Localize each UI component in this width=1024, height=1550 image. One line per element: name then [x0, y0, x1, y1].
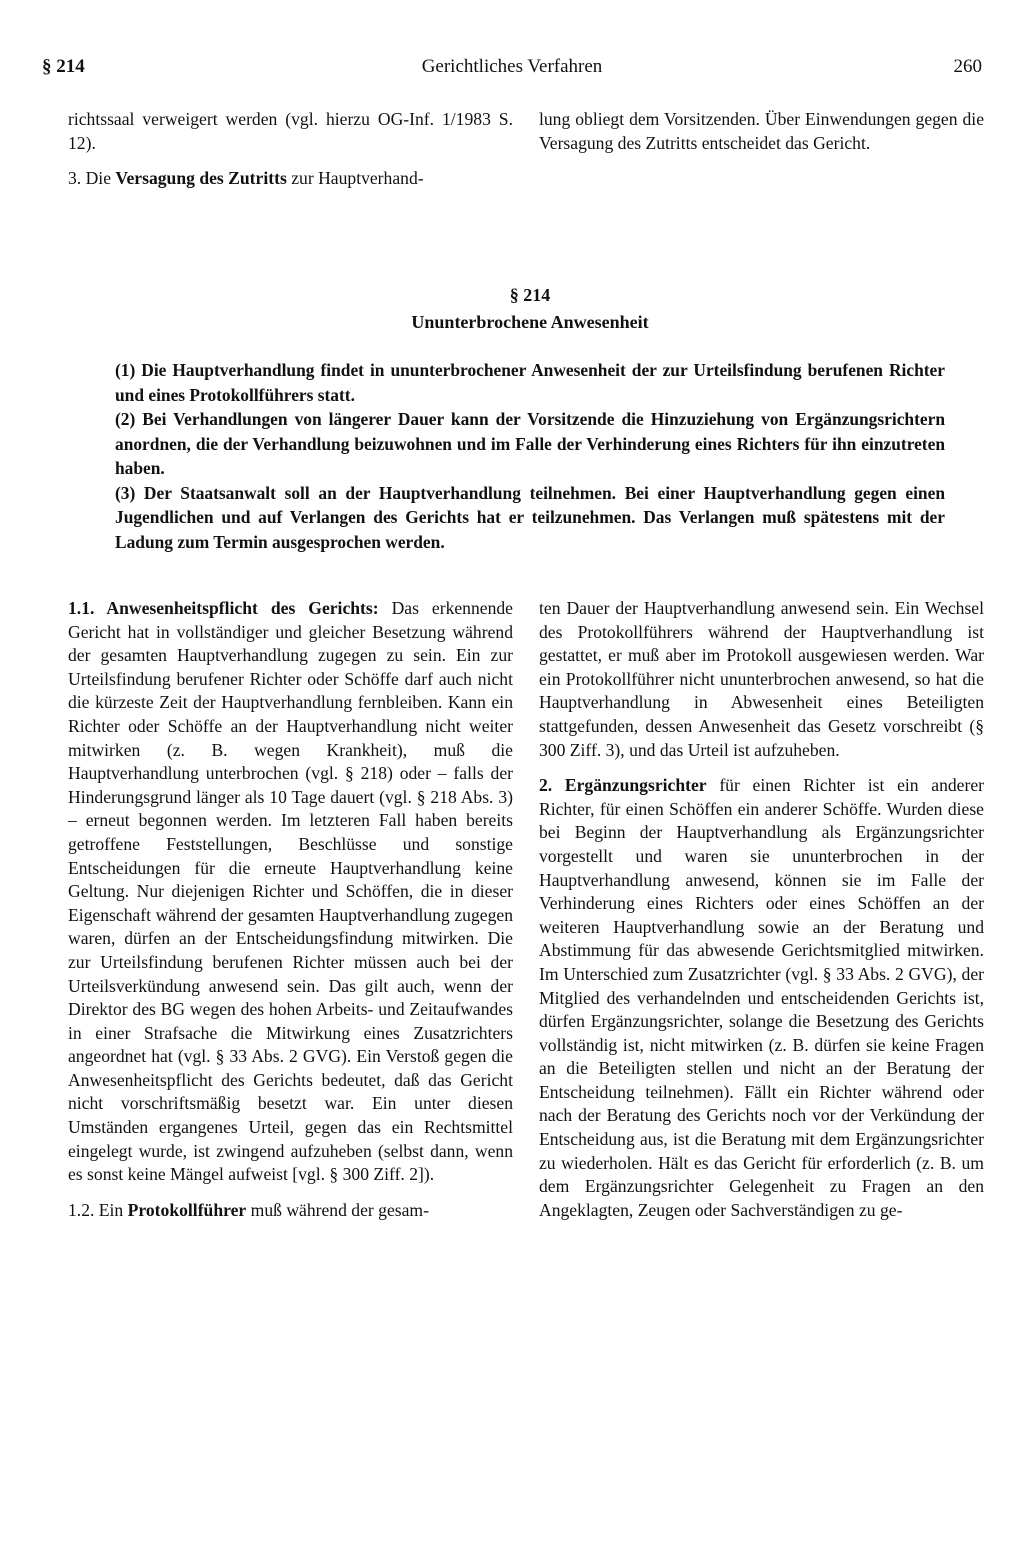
statute-section [115, 283, 945, 554]
commentary-1-2-continued: ten Dauer der Hauptverhandlung anwesend sein. Ein Wechsel des Protokollführers während der Hauptverhandlung ist gestattet, er muß aber im Protokoll ausgewiesen werden. War ein Protokollführer nicht ununterbrochen anwesend, so hat die Hauptverhandlung in Abwesenheit eines Beteiligten stattgefunden, dessen Anwesenheit das Gesetz vorschreibt (§ 300 Ziff. 3), und das Urteil ist aufzuheben. [539, 598, 984, 760]
commentary-1-2 [68, 1199, 513, 1223]
commentary-right-column [539, 597, 984, 1222]
statute-paragraph-1: (1) Die Hauptverhandlung findet in ununterbrochener Anwesenheit der zur Urteilsfindung berufenen Richter und eines Protokollführers statt. [115, 360, 945, 405]
section-number: § 214 [509, 285, 551, 305]
commentary-1-1-heading: 1.1. Anwesenheitspflicht des Gerichts: [68, 598, 379, 618]
commentary-1-1 [68, 597, 513, 1187]
statute-paragraph-3: (3) Der Staatsanwalt soll an der Hauptverhandlung teilnehmen. Bei einer Hauptverhandlung gegen einen Jugendlichen und auf Verlangen des Gerichts hat er teilzunehmen. Das Verlangen muß spätestens mit der Ladung zum Termin ausgesprochen werden. [115, 482, 945, 552]
paragraph-3-continued: lung obliegt dem Vorsitzenden. Über Einwendungen gegen die Versagung des Zutritts entscheidet das Gericht. [539, 109, 984, 153]
header-section-number: § 214 [42, 56, 85, 77]
statute-text [115, 358, 945, 554]
commentary-1-2-heading: Protokollführer [127, 1199, 247, 1220]
header-title: Gerichtliches Verfahren [421, 56, 603, 77]
top-right-column [539, 108, 984, 155]
paragraph-3-text: zur Hauptverhand- [291, 168, 424, 189]
page-header [42, 56, 982, 84]
commentary-1-2-number: 1.2. Ein [68, 1199, 124, 1220]
paragraph-3-heading: Versagung des Zutritts [115, 168, 287, 189]
page-number: 260 [953, 56, 982, 77]
commentary-2 [539, 774, 984, 1222]
commentary-2-heading: 2. Ergänzungsrichter [539, 775, 707, 796]
commentary-1-2-text: muß während der gesam- [250, 1199, 429, 1220]
paragraph-3 [68, 167, 513, 191]
commentary-left-column [68, 597, 513, 1222]
paragraph-3-number: 3. Die [68, 168, 111, 189]
statute-paragraph-2: (2) Bei Verhandlungen von längerer Dauer kann der Vorsitzende die Hinzuziehung von Ergänzungsrichtern anordnen, die der Verhandlung beizuwohnen und im Falle der Verhinderung eines Richters für ihn einzutreten haben. [115, 409, 945, 478]
carryover-paragraph: richtssaal verweigert werden (vgl. hierzu OG-Inf. 1/1983 S. 12). [68, 109, 513, 153]
section-title: Ununterbrochene Anwesenheit [411, 312, 649, 332]
commentary-2-text: für einen Richter ist ein anderer Richter, für einen Schöffen ein anderer Schöffe. Wurden diese bei Beginn der Hauptverhandlung als Ergänzungsrichter vorgestellt und waren sie ununterbrochen in der Hauptverhandlung anwesend, können sie im Falle der Verhinderung eines Richters oder eines Schöffen an der weiteren Hauptverhandlung sowie an der Beratung und Abstimmung für das abwesende Gerichtsmitglied mitwirken. Im Unterschied zum Zusatzrichter (vgl. § 33 Abs. 2 GVG), der Mitglied des verhandelnden und entscheidenden Gerichts ist, dürfen Ergänzungsrichter, solange die Besetzung des Gerichts vollständig ist, nicht mitwirken (z. B. dürfen sie keine Fragen an die Beteiligten stellen und nicht an der Beratung der Entscheidung teilnehmen). Fällt ein Richter während oder nach der Beratung des Gerichts noch vor der Verkündung der Entscheidung aus, ist die Beratung mit dem Ergänzungsrichter zu wiederholen. Hält es das Gericht für erforderlich (z. B. um dem Ergänzungsrichter Gelegenheit zu Fragen an den Angeklagten, Zeugen oder Sachverständigen zu ge- [539, 775, 985, 1220]
commentary-1-1-text: Das erkennende Gericht hat in vollständiger und gleicher Besetzung während der gesamten Hauptverhandlung zugegen zu sein. Ein zur Urteilsfindung berufener Richter oder Schöffe darf auch nicht die kürzeste Zeit der Hauptverhandlung fernbleiben. Kann ein Richter oder Schöffe an der Hauptverhandlung nicht weiter mitwirken (z. B. wegen Krankheit), muß die Hauptverhandlung unterbrochen (vgl. § 218) oder – falls der Hinderungsgrund länger als 10 Tage dauert (vgl. § 218 Abs. 3) – erneut begonnen werden. Im letzteren Fall haben bereits getroffene Feststellungen, Beschlüsse und sonstige Entscheidungen für die erneute Hauptverhandlung keine Geltung. Nur diejenigen Richter und Schöffen, die in dieser Eigenschaft während der gesamten Hauptverhandlung zugegen waren, dürfen an der Entscheidungsfindung mitwirken. Die zur Urteilsfindung berufenen Richter müssen auch bei der Urteilsverkündung anwesend sein. Das gilt auch, wenn der Direktor des BG wegen des hohen Arbeits- und Zeitaufwandes in einer Strafsache die Mitwirkung eines Zusatzrichters angeordnet hat (vgl. § 33 Abs. 2 GVG). Ein Verstoß gegen die Anwesenheitspflicht des Gerichts bedeutet, daß das Gericht nicht vorschriftsmäßig besetzt war. Ein unter diesen Umständen ergangenes Urteil, gegen das ein Rechtsmittel eingelegt wurde, ist zwingend aufzuheben (selbst dann, wenn es sonst keine Mängel aufweist [vgl. § 300 Ziff. 2]). [68, 598, 513, 1185]
top-left-column [68, 108, 513, 191]
